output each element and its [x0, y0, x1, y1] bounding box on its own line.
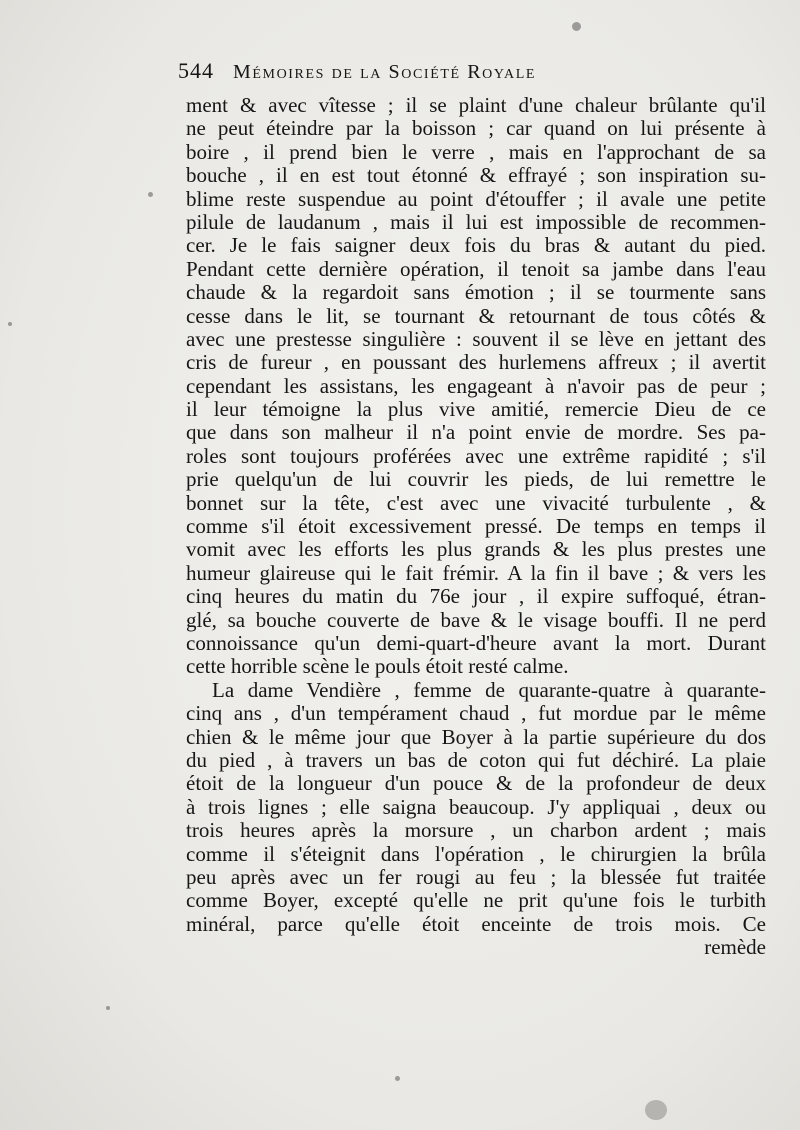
text-line: boire , il prend bien le verre , mais en l'approchant de sa: [186, 140, 766, 164]
ink-speck: [8, 322, 12, 326]
text-line: ment & avec vîtesse ; il se plaint d'une chaleur brûlante qu'il: [186, 94, 766, 117]
text-line: que dans son malheur il n'a point envie de mordre. Ses pa-: [186, 421, 766, 445]
text-line: cinq heures du matin du 76e jour , il expire suffoqué, étran-: [186, 585, 766, 609]
text-line: comme Boyer, excepté qu'elle ne prit qu'une fois le turbith: [186, 889, 766, 913]
text-line: chaude & la regardoit sans émotion ; il se tourmente sans: [186, 281, 766, 305]
ink-speck: [645, 1100, 667, 1120]
page-number: 544: [178, 58, 214, 83]
text-line: chien & le même jour que Boyer à la partie supérieure du dos: [186, 725, 766, 749]
text-line: blime reste suspendue au point d'étouffer ; il avale une petite: [186, 187, 766, 211]
text-line: comme il s'éteignit dans l'opération , le chirurgien la brûla: [186, 842, 766, 866]
text-line: cette horrible scène le pouls étoit resté calme.: [186, 655, 569, 679]
text-line: vomit avec les efforts les plus grands & les plus prestes une: [186, 538, 766, 562]
text-line: cesse dans le lit, se tournant & retournant de tous côtés &: [186, 304, 766, 328]
ink-speck: [395, 1076, 400, 1081]
text-line: à trois lignes ; elle saigna beaucoup. J'y appliquai , deux ou: [186, 795, 766, 819]
ink-speck: [106, 1006, 110, 1010]
text-line: étoit de la longueur d'un pouce & de la profondeur de deux: [186, 772, 766, 796]
text-line: Pendant cette dernière opération, il tenoit sa jambe dans l'eau: [186, 257, 766, 281]
running-title: Mémoires de la Société Royale: [233, 61, 537, 83]
text-line: trois heures après la morsure , un charbon ardent ; mais: [186, 819, 766, 843]
text-line: cer. Je le fais saigner deux fois du bras & autant du pied.: [186, 234, 766, 258]
text-line: La dame Vendière , femme de quarante-quatre à quarante-: [212, 678, 766, 702]
ink-speck: [572, 22, 581, 31]
ink-speck: [148, 192, 153, 197]
running-head: [178, 58, 698, 94]
text-line: bonnet sur la tête, c'est avec une vivacité turbulente , &: [186, 491, 766, 515]
text-line: connoissance qu'un demi-quart-d'heure avant la mort. Durant: [186, 631, 766, 655]
text-line: humeur glaireuse qui le fait frémir. A la fin il bave ; & vers les: [186, 561, 766, 585]
catchword: remède: [704, 936, 766, 960]
text-line: ne peut éteindre par la boisson ; car quand on lui présente à: [186, 117, 766, 141]
text-line: peu après avec un fer rougi au feu ; la blessée fut traitée: [186, 865, 766, 889]
body-text: [186, 94, 766, 959]
text-line: cependant les assistans, les engageant à n'avoir pas de peur ;: [186, 374, 766, 398]
text-line: roles sont toujours proférées avec une extrême rapidité ; s'il: [186, 444, 766, 468]
text-line: pilule de laudanum , mais il lui est impossible de recommen-: [186, 210, 766, 234]
text-line: cinq ans , d'un tempérament chaud , fut mordue par le même: [186, 702, 766, 726]
text-line: du pied , à travers un bas de coton qui fut déchiré. La plaie: [186, 748, 766, 772]
text-line: prie quelqu'un de lui couvrir les pieds, de lui remettre le: [186, 468, 766, 492]
text-line: comme s'il étoit excessivement pressé. De temps en temps il: [186, 515, 766, 539]
text-line: avec une prestesse singulière : souvent il se lève en jettant des: [186, 327, 766, 351]
text-line: il leur témoigne la plus vive amitié, remercie Dieu de ce: [186, 398, 766, 422]
text-line: bouche , il en est tout étonné & effrayé ; son inspiration su-: [186, 164, 766, 188]
text-line: minéral, parce qu'elle étoit enceinte de trois mois. Ce: [186, 912, 766, 936]
paragraph: [186, 679, 766, 936]
text-line: cris de fureur , en poussant des hurlemens affreux ; il avertit: [186, 351, 766, 375]
text-line: glé, sa bouche couverte de bave & le visage bouffi. Il ne perd: [186, 608, 766, 632]
paragraph: [186, 94, 766, 679]
